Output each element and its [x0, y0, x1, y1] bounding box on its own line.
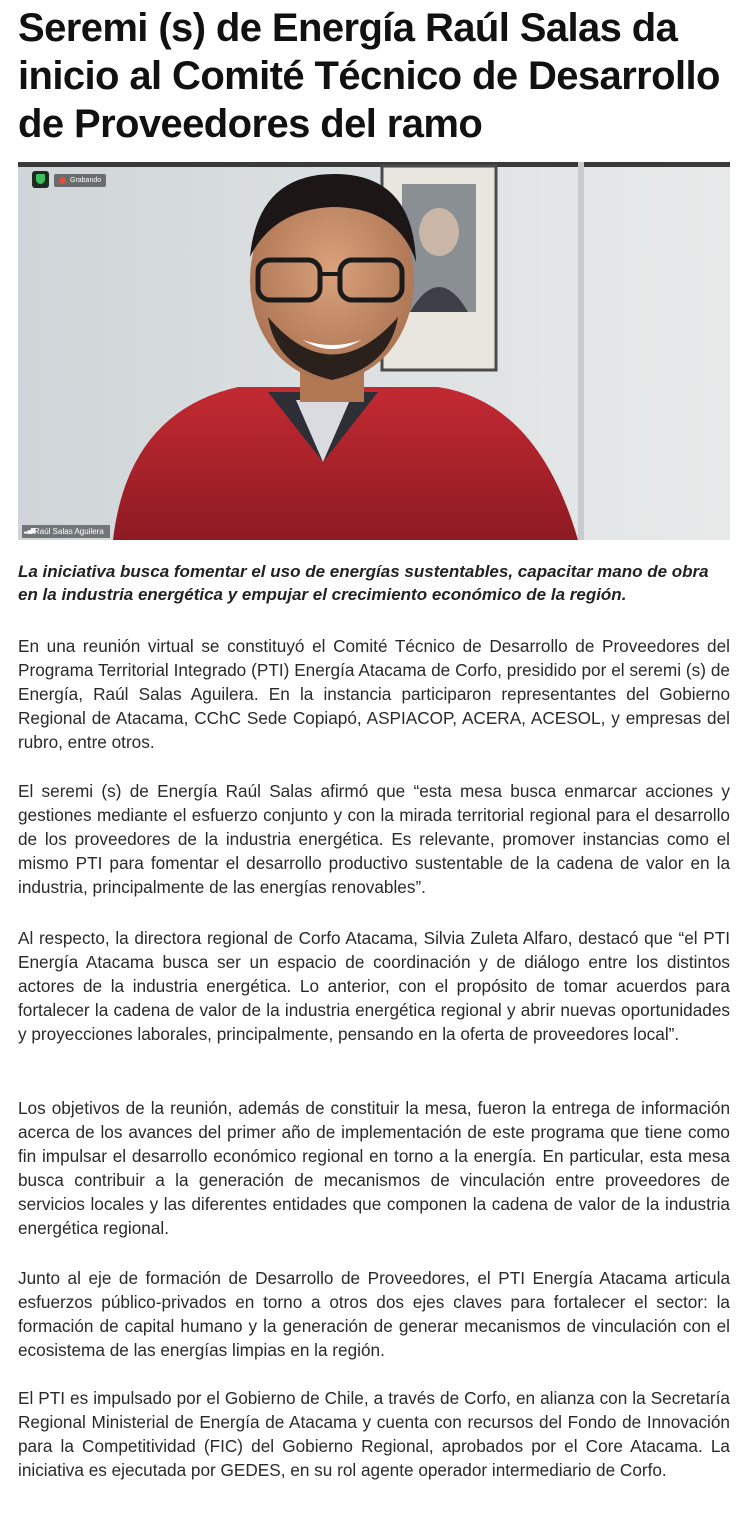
article-paragraph: Los objetivos de la reunión, además de constituir la mesa, fueron la entrega de información acerca de los avances del primer año de implementación de este programa que tiene como fin impulsar el desarrollo económico regional en torno a la energía. En particular, esta mesa busca contribuir a la generación de mecanismos de vinculación entre proveedores de servicios locales y las diferentes entidades que componen la cadena de valor de la industria energética regional.: [18, 1098, 730, 1239]
article-photo: [18, 162, 730, 540]
article-paragraph: Al respecto, la directora regional de Corfo Atacama, Silvia Zuleta Alfaro, destacó que “el PTI Energía Atacama busca ser un espacio de coordinación y de diálogo entre los distintos actores de la industria energética. Lo anterior, con el propósito de tomar acuerdos para fortalecer la cadena de valor de la industria energética regional y abrir nuevas oportunidades y proyecciones laborales, principalmente, pensando en la oferta de proveedores local”.: [18, 928, 730, 1045]
shield-icon: [32, 171, 49, 188]
recording-badge: Grabando: [54, 174, 106, 187]
video-call-frame-illustration: [18, 162, 730, 540]
article-lede: La iniciativa busca fomentar el uso de energías sustentables, capacitar mano de obra en la industria energética y empujar el crecimiento económico de la región.: [18, 562, 709, 604]
article-paragraph: El seremi (s) de Energía Raúl Salas afirmó que “esta mesa busca enmarcar acciones y gestiones mediante el esfuerzo conjunto y con la mirada territorial regional para el desarrollo de los proveedores de la industria energética. Es relevante, promover instancias como el mismo PTI para fomentar el desarrollo productivo sustentable de la cadena de valor en la industria, principalmente de las energías renovables”.: [18, 781, 730, 898]
participant-name-tag: ▂▄▆ Raúl Salas Aguilera: [22, 525, 110, 538]
article-paragraph: El PTI es impulsado por el Gobierno de Chile, a través de Corfo, en alianza con la Secretaría Regional Ministerial de Energía de Atacama y cuenta con recursos del Fondo de Innovación para la Competitividad (FIC) del Gobierno Regional, aprobados por el Core Atacama. La iniciativa es ejecutada por GEDES, en su rol agente operador intermediario de Corfo.: [18, 1388, 730, 1481]
article-paragraph: Junto al eje de formación de Desarrollo de Proveedores, el PTI Energía Atacama articula esfuerzos público-privados en torno a otros dos ejes claves para fortalecer el sector: la formación de capital humano y la generación de generar mecanismos de vinculación con el ecosistema de las energías limpias en la región.: [18, 1268, 730, 1361]
article-title: Seremi (s) de Energía Raúl Salas da inicio al Comité Técnico de Desarrollo de Proveedores del ramo: [18, 6, 720, 146]
article-paragraph: En una reunión virtual se constituyó el Comité Técnico de Desarrollo de Proveedores del Programa Territorial Integrado (PTI) Energía Atacama de Corfo, presidido por el seremi (s) de Energía, Raúl Salas Aguilera. En la instancia participaron representantes del Gobierno Regional de Atacama, CChC Sede Copiapó, ASPIACOP, ACERA, ACESOL, y empresas del rubro, entre otros.: [18, 636, 730, 753]
